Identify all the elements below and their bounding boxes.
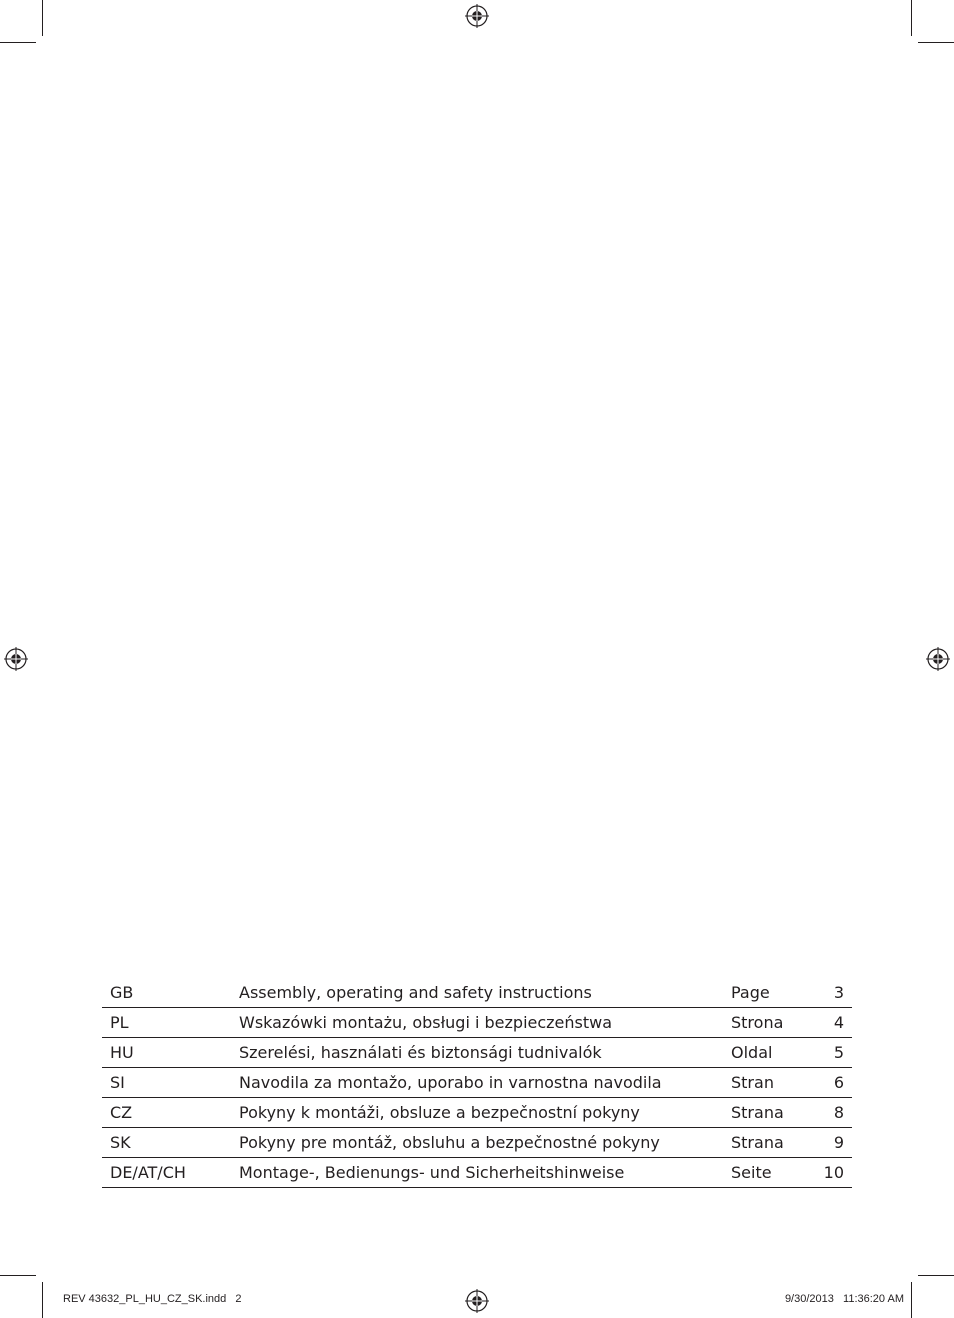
registration-mark-icon [465,4,489,28]
page-label: Seite [731,1158,811,1188]
language-code: HU [102,1038,239,1068]
language-code: PL [102,1008,239,1038]
page-number: 5 [811,1038,852,1068]
section-title: Szerelési, használati és biztonsági tudnivalók [239,1038,731,1068]
crop-mark-top-right-h [918,42,954,43]
page-label: Strana [731,1098,811,1128]
page-number: 8 [811,1098,852,1128]
registration-mark-icon [926,647,950,671]
section-title: Montage-, Bedienungs- und Sicherheitshinweise [239,1158,731,1188]
language-code: GB [102,978,239,1008]
language-code: DE/AT/CH [102,1158,239,1188]
page-number: 6 [811,1068,852,1098]
page-label: Stran [731,1068,811,1098]
language-contents-table [102,978,852,1188]
section-title: Wskazówki montażu, obsługi i bezpieczeństwa [239,1008,731,1038]
page-label: Strona [731,1008,811,1038]
language-code: SK [102,1128,239,1158]
registration-mark-icon [4,647,28,671]
table-row [102,1128,852,1158]
page-label: Page [731,978,811,1008]
section-title: Assembly, operating and safety instructions [239,978,731,1008]
table-row [102,1158,852,1188]
page-number: 4 [811,1008,852,1038]
crop-mark-top-right-v [911,0,912,36]
crop-mark-top-left-h [0,42,36,43]
table-row [102,1008,852,1038]
table-row [102,978,852,1008]
registration-mark-icon [465,1289,489,1313]
table-row [102,1098,852,1128]
crop-mark-bottom-left-h [0,1275,36,1276]
page-label: Oldal [731,1038,811,1068]
page-number: 9 [811,1128,852,1158]
crop-mark-bottom-right-v [911,1282,912,1318]
section-title: Pokyny k montáži, obsluze a bezpečnostní pokyny [239,1098,731,1128]
slug-file-name: REV 43632_PL_HU_CZ_SK.indd 2 [63,1293,242,1305]
section-title: Navodila za montažo, uporabo in varnostna navodila [239,1068,731,1098]
page-label: Strana [731,1128,811,1158]
language-code: CZ [102,1098,239,1128]
slug-datetime: 9/30/2013 11:36:20 AM [784,1293,904,1305]
page-number: 10 [811,1158,852,1188]
table-row [102,1068,852,1098]
language-code: SI [102,1068,239,1098]
section-title: Pokyny pre montáž, obsluhu a bezpečnostné pokyny [239,1128,731,1158]
page-number: 3 [811,978,852,1008]
crop-mark-bottom-right-h [918,1275,954,1276]
table-row [102,1038,852,1068]
crop-mark-bottom-left-v [42,1282,43,1318]
crop-mark-top-left-v [42,0,43,36]
